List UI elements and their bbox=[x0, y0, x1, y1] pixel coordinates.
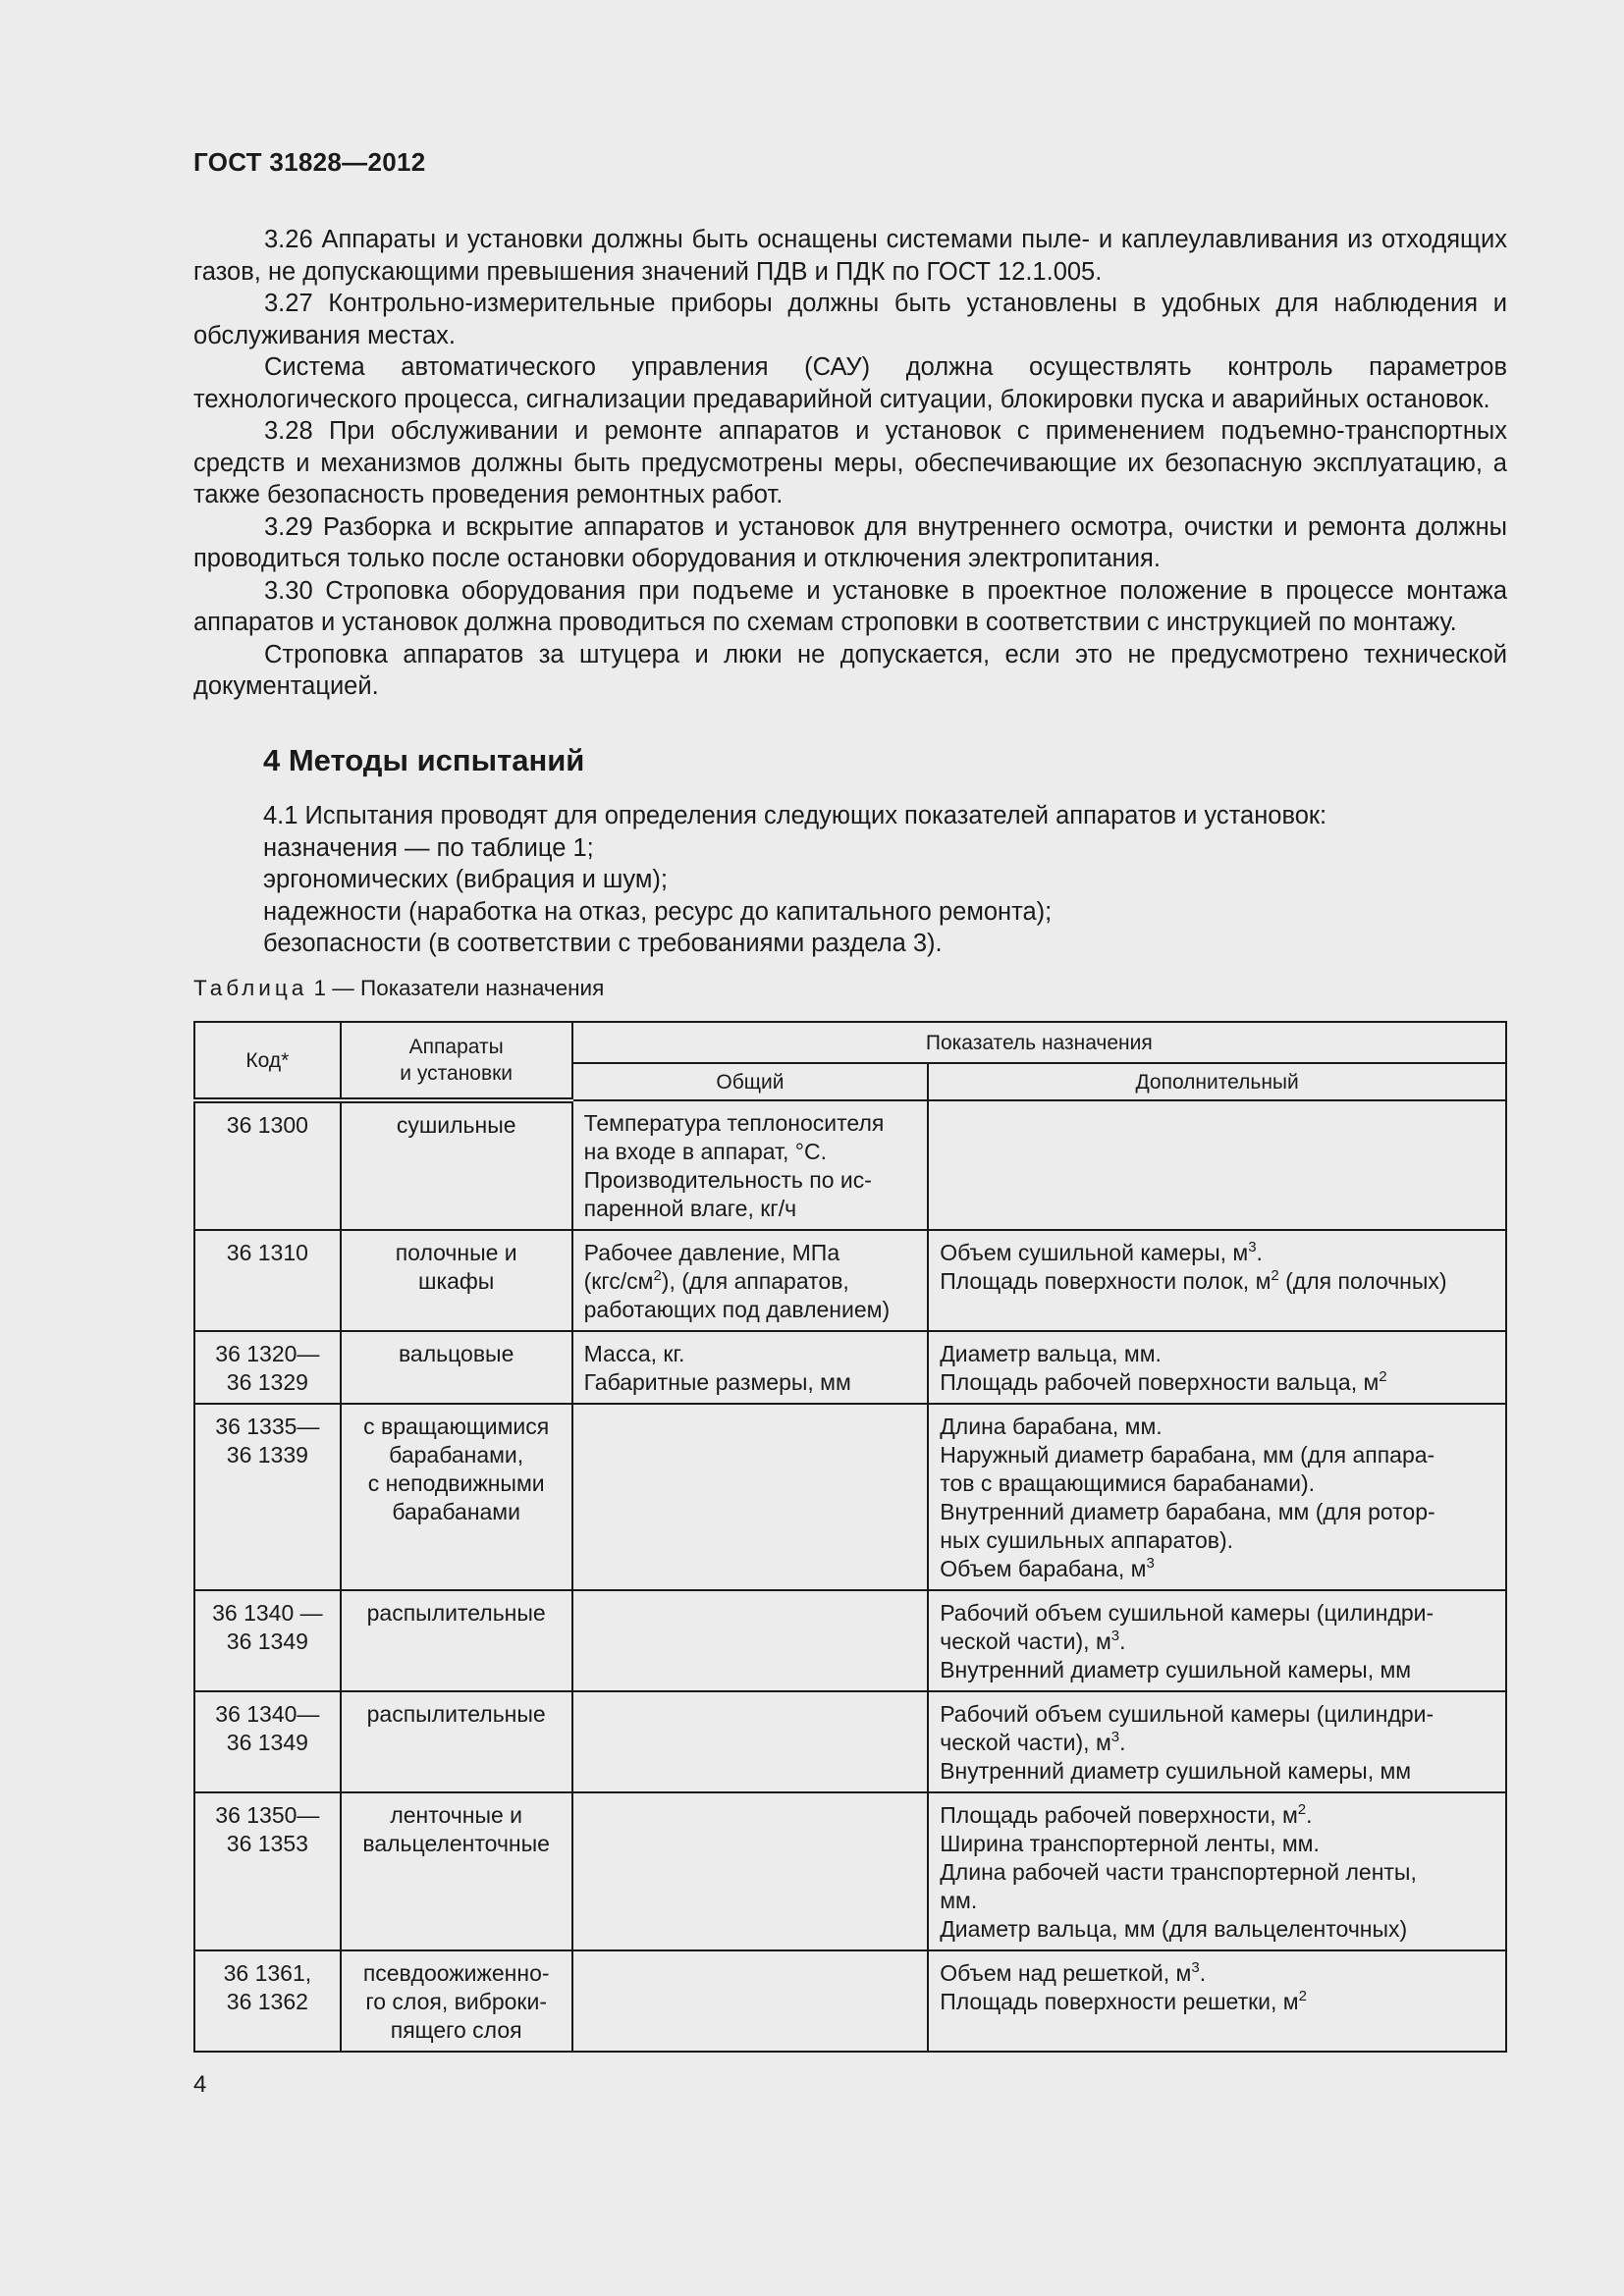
cell-additional: Объем над решеткой, $м^3$. Площадь поверхности решетки, $м^2$ bbox=[928, 1950, 1506, 2052]
cell-apparatus: сушильные bbox=[341, 1100, 572, 1230]
table-row bbox=[194, 1950, 1506, 2052]
paragraph-3-29: 3.29 Разборка и вскрытие аппаратов и установок для внутреннего осмотра, очистки и ремонта должны проводиться только после остановки оборудования и отключения электропитания. bbox=[193, 512, 1507, 572]
header-general: Общий bbox=[572, 1063, 929, 1100]
cell-general bbox=[572, 1950, 929, 2052]
table-row bbox=[194, 1590, 1506, 1691]
cell-general: Рабочее давление, МПа $(кгс/см^2)$, (для аппаратов, работающих под давлением) bbox=[572, 1230, 929, 1331]
cell-additional: Диаметр вальца, мм. Площадь рабочей поверхности вальца, $м^2$ bbox=[928, 1331, 1506, 1404]
header-apparatus: Аппараты и установки bbox=[341, 1022, 572, 1100]
cell-additional: Объем сушильной камеры, $м^3$. Площадь поверхности полок, $м^2$ (для полочных) bbox=[928, 1230, 1506, 1331]
list-item: безопасности (в соответствии с требованиями раздела 3). bbox=[263, 930, 943, 957]
cell-apparatus: распылительные bbox=[341, 1590, 572, 1691]
table-header-row bbox=[194, 1022, 1506, 1063]
table-row bbox=[194, 1691, 1506, 1792]
table-row bbox=[194, 1100, 1506, 1230]
table-row bbox=[194, 1331, 1506, 1404]
cell-code: 36 1361, 36 1362 bbox=[194, 1950, 341, 2052]
cell-general bbox=[572, 1792, 929, 1950]
table-caption bbox=[193, 976, 604, 1001]
header-additional: Дополнительный bbox=[928, 1063, 1506, 1100]
requirements-text bbox=[193, 224, 1507, 703]
cell-general bbox=[572, 1404, 929, 1590]
cell-apparatus: вальцовые bbox=[341, 1331, 572, 1404]
paragraph-slinging: Строповка аппаратов за штуцера и люки не допускается, если это не предусмотрено технической документацией. bbox=[193, 640, 1507, 700]
cell-code: 36 1340— 36 1349 bbox=[194, 1691, 341, 1792]
list-item: назначения — по таблице 1; bbox=[263, 833, 594, 862]
paragraph-3-28: 3.28 При обслуживании и ремонте аппаратов и установок с применением подъемно-транспортных средств и механизмов должны быть предусмотрены меры, обеспечивающие их безопасную эксплуатацию, а также безопасность проведения ремонтных работ. bbox=[193, 417, 1507, 508]
cell-code: 36 1335— 36 1339 bbox=[194, 1404, 341, 1590]
purpose-indicators-table bbox=[193, 1021, 1507, 2053]
header-code: Код* bbox=[194, 1022, 341, 1100]
cell-apparatus: полочные и шкафы bbox=[341, 1230, 572, 1331]
cell-apparatus: ленточные и вальцеленточные bbox=[341, 1792, 572, 1950]
cell-general bbox=[572, 1590, 929, 1691]
page-number: 4 bbox=[193, 2071, 207, 2098]
cell-additional: Площадь рабочей поверхности, $м^2$. Ширина транспортерной ленты, мм. Длина рабочей части транспортерной ленты, мм. Диаметр вальца, мм (для вальцеленточных) bbox=[928, 1792, 1506, 1950]
cell-apparatus: с вращающимися барабанами, с неподвижными барабанами bbox=[341, 1404, 572, 1590]
paragraph-3-30: 3.30 Строповка оборудования при подъеме и установке в проектное положение в процессе монтажа аппаратов и установок должна проводиться по схемам строповки в соответствии с инструкцией по монтажу. bbox=[193, 576, 1507, 636]
table-caption-label: Таблица bbox=[193, 976, 308, 1000]
cell-general: Масса, кг. Габаритные размеры, мм bbox=[572, 1331, 929, 1404]
section-title: 4 Методы испытаний bbox=[263, 743, 585, 777]
cell-code: 36 1350— 36 1353 bbox=[194, 1792, 341, 1950]
header-indicator: Показатель назначения bbox=[572, 1022, 1506, 1063]
cell-additional bbox=[928, 1100, 1506, 1230]
cell-general bbox=[572, 1691, 929, 1792]
paragraph-sau: Система автоматического управления (САУ) должна осуществлять контроль параметров технологического процесса, сигнализации предаварийной ситуации, блокировки пуска и аварийных остановок. bbox=[193, 353, 1507, 413]
cell-additional: Длина барабана, мм. Наружный диаметр барабана, мм (для аппара- тов с вращающимися барабанами). Внутренний диаметр барабана, мм (для ротор- ных сушильных аппаратов). Объем барабана, $м^3$ bbox=[928, 1404, 1506, 1590]
test-indicators-list bbox=[263, 800, 1508, 960]
cell-code: 36 1320— 36 1329 bbox=[194, 1331, 341, 1404]
paragraph-3-27: 3.27 Контрольно-измерительные приборы должны быть установлены в удобных для наблюдения и обслуживания местах. bbox=[193, 290, 1507, 349]
list-intro: 4.1 Испытания проводят для определения следующих показателей аппаратов и установок: bbox=[263, 802, 1327, 829]
cell-code: 36 1300 bbox=[194, 1100, 341, 1230]
standard-code: ГОСТ 31828—2012 bbox=[193, 147, 426, 177]
cell-general: Температура теплоносителя на входе в аппарат, °С. Производительность по ис- паренной влаге, кг/ч bbox=[572, 1100, 929, 1230]
cell-additional: Рабочий объем сушильной камеры (цилиндри- ческой части), $м^3$. Внутренний диаметр сушильной камеры, мм bbox=[928, 1590, 1506, 1691]
paragraph-3-26: 3.26 Аппараты и установки должны быть оснащены системами пыле- и каплеулавливания из отходящих газов, не допускающими превышения значений ПДВ и ПДК по ГОСТ 12.1.005. bbox=[193, 226, 1507, 286]
table-row bbox=[194, 1792, 1506, 1950]
table-row bbox=[194, 1230, 1506, 1331]
cell-code: 36 1340 — 36 1349 bbox=[194, 1590, 341, 1691]
table-caption-title: 1 — Показатели назначения bbox=[313, 976, 605, 1000]
cell-code: 36 1310 bbox=[194, 1230, 341, 1331]
cell-apparatus: распылительные bbox=[341, 1691, 572, 1792]
list-item: эргономических (вибрация и шум); bbox=[263, 866, 668, 893]
cell-apparatus: псевдоожиженно- го слоя, виброки- пящего слоя bbox=[341, 1950, 572, 2052]
list-item: надежности (наработка на отказ, ресурс до капитального ремонта); bbox=[263, 897, 1053, 926]
cell-additional: Рабочий объем сушильной камеры (цилиндри- ческой части), $м^3$. Внутренний диаметр сушильной камеры, мм bbox=[928, 1691, 1506, 1792]
table-row bbox=[194, 1404, 1506, 1590]
